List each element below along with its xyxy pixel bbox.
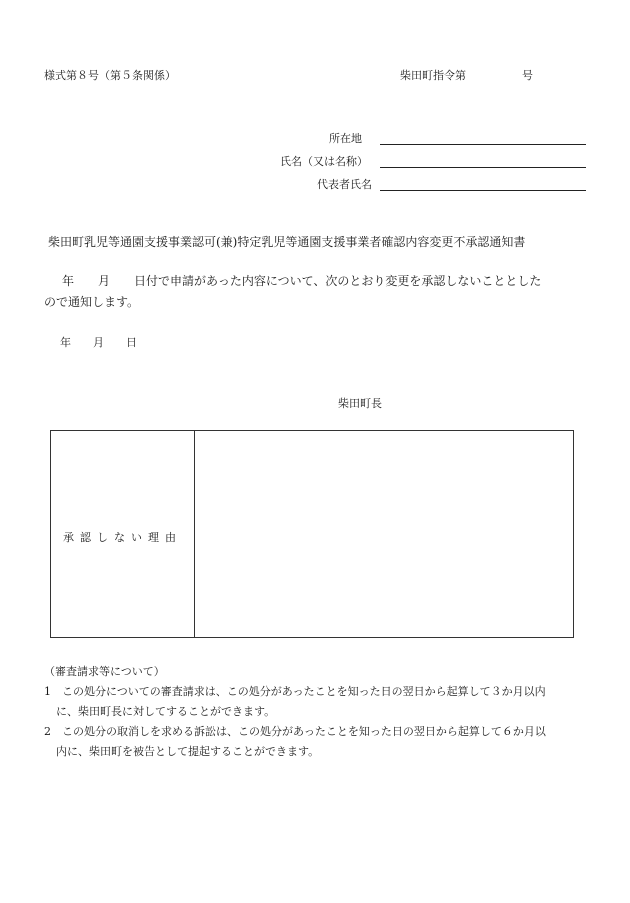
notes-item-1-line-2: に、柴田町長に対してすることができます。 [56,705,276,718]
address-field-line [380,144,586,145]
directive-number-label: 柴田町指令第 [400,69,466,82]
body-text-line-1: 年 月 日付で申請があった内容について、次のとおり変更を承認しないこととした [62,274,542,288]
reason-content-cell [201,437,567,631]
notice-date: 年 月 日 [60,336,137,349]
reason-label-cell [51,431,195,637]
directive-number-suffix: 号 [522,69,533,82]
name-field-line [380,167,586,168]
name-label: 氏名（又は名称） [280,155,368,168]
notes-heading: （審査請求等について） [44,665,165,678]
address-label: 所在地 [329,132,362,145]
representative-label: 代表者氏名 [317,178,372,191]
notes-item-2-line-1: 2 この処分の取消しを求める訴訟は、この処分があったことを知った日の翌日から起算して６か月以 [44,725,546,738]
form-number: 様式第８号（第５条関係） [44,69,176,82]
appeal-notes [44,662,546,762]
notes-item-2-line-2: 内に、柴田町を被告として提起することができます。 [56,745,320,758]
issuer-name: 柴田町長 [338,397,382,410]
document-title: 柴田町乳児等通園支援事業認可(兼)特定乳児等通園支援事業者確認内容変更不承認通知書 [48,235,526,249]
body-text-line-2: ので通知します。 [44,295,140,309]
notes-item-1-line-1: 1 この処分についての審査請求は、この処分があったことを知った日の翌日から起算して３か月以内 [44,685,546,698]
reason-label: 承認しない理由 [63,531,182,544]
reason-table [50,430,574,638]
representative-field-line [380,190,586,191]
